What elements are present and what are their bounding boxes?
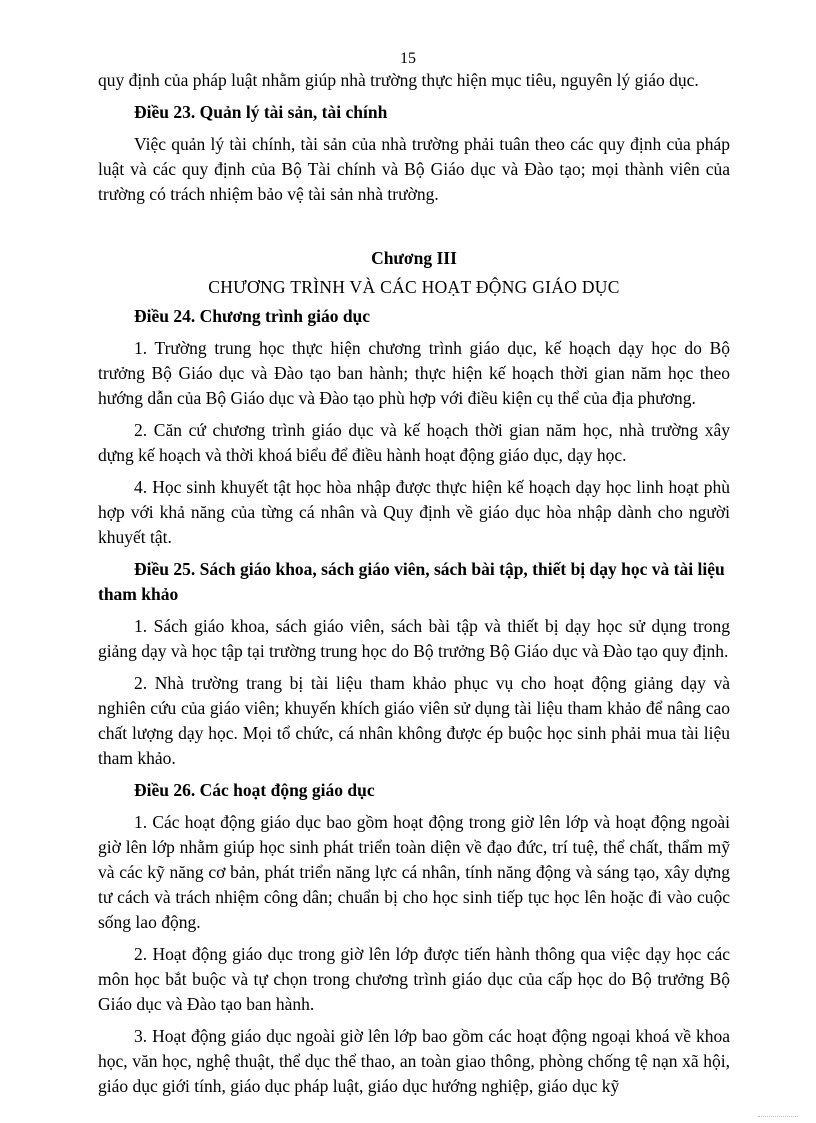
article-paragraph: 4. Học sinh khuyết tật học hòa nhập được thực hiện kế hoạch dạy học linh hoạt phù hợp với khả năng của từng cá nhân và Quy định về giáo dục hòa nhập dành cho người khuyết tật. (98, 477, 730, 547)
article-paragraph: 1. Sách giáo khoa, sách giáo viên, sách bài tập và thiết bị dạy học sử dụng trong giảng dạy và học tập tại trường trung học do Bộ trưởng Bộ Giáo dục và Đào tạo quy định. (98, 616, 730, 661)
document-body (98, 68, 730, 1106)
article-heading: Điều 24. Chương trình giáo dục (134, 306, 371, 326)
article-paragraph: 2. Hoạt động giáo dục trong giờ lên lớp được tiến hành thông qua việc dạy học các môn học bắt buộc và tự chọn trong chương trình giáo dục của cấp học do Bộ trưởng Bộ Giáo dục và Đào tạo ban hành. (98, 944, 730, 1014)
article-25 (98, 557, 730, 771)
intro-fragment: quy định của pháp luật nhằm giúp nhà trường thực hiện mục tiêu, nguyên lý giáo dục. (98, 70, 699, 90)
article-heading: Điều 26. Các hoạt động giáo dục (134, 780, 375, 800)
article-paragraph: 1. Các hoạt động giáo dục bao gồm hoạt động trong giờ lên lớp và hoạt động ngoài giờ lên lớp nhằm giúp học sinh phát triển toàn diện về đạo đức, trí tuệ, thể chất, thẩm mỹ và các kỹ năng cơ bản, phát triển năng lực cá nhân, tính năng động và sáng tạo, xây dựng tư cách và trách nhiệm công dân; chuẩn bị cho học sinh tiếp tục học lên hoặc đi vào cuộc sống lao động. (98, 812, 730, 932)
article-paragraph: 2. Căn cứ chương trình giáo dục và kế hoạch thời gian năm học, nhà trường xây dựng kế hoạch và thời khoá biểu để điều hành hoạt động giáo dục, dạy học. (98, 420, 730, 465)
article-paragraph: 1. Trường trung học thực hiện chương trình giáo dục, kế hoạch dạy học do Bộ trưởng Bộ Giáo dục và Đào tạo ban hành; thực hiện kế hoạch thời gian năm học theo hướng dẫn của Bộ Giáo dục và Đào tạo phù hợp với điều kiện cụ thể của địa phương. (98, 338, 730, 408)
chapter-title: Chương III (371, 248, 457, 268)
article-heading: Điều 23. Quản lý tài sản, tài chính (134, 102, 388, 122)
article-heading: Điều 25. Sách giáo khoa, sách giáo viên, sách bài tập, thiết bị dạy học và tài liệu tham khảo (98, 559, 725, 604)
chapter-subtitle: CHƯƠNG TRÌNH VÀ CÁC HOẠT ĐỘNG GIÁO DỤC (208, 277, 620, 297)
article-paragraph: 3. Hoạt động giáo dục ngoài giờ lên lớp bao gồm các hoạt động ngoại khoá về khoa học, văn học, nghệ thuật, thể dục thể thao, an toàn giao thông, phòng chống tệ nạn xã hội, giáo dục giới tính, giáo dục pháp luật, giáo dục hướng nghiệp, giáo dục kỹ (98, 1026, 730, 1096)
article-23 (98, 100, 730, 207)
section-gap (98, 214, 730, 246)
page-number: 15 (400, 50, 416, 67)
article-26 (98, 778, 730, 1099)
scan-artifact (758, 1113, 798, 1117)
article-paragraph: 2. Nhà trường trang bị tài liệu tham khảo phục vụ cho hoạt động giảng dạy và nghiên cứu của giáo viên; khuyến khích giáo viên sử dụng tài liệu tham khảo để nâng cao chất lượng dạy học. Mọi tổ chức, cá nhân không được ép buộc học sinh phải mua tài liệu tham khảo. (98, 673, 730, 768)
article-paragraph: Việc quản lý tài chính, tài sản của nhà trường phải tuân theo các quy định của pháp luật và các quy định của Bộ Tài chính và Bộ Giáo dục và Đào tạo; mọi thành viên của trường có trách nhiệm bảo vệ tài sản nhà trường. (98, 134, 730, 204)
article-24 (98, 304, 730, 550)
